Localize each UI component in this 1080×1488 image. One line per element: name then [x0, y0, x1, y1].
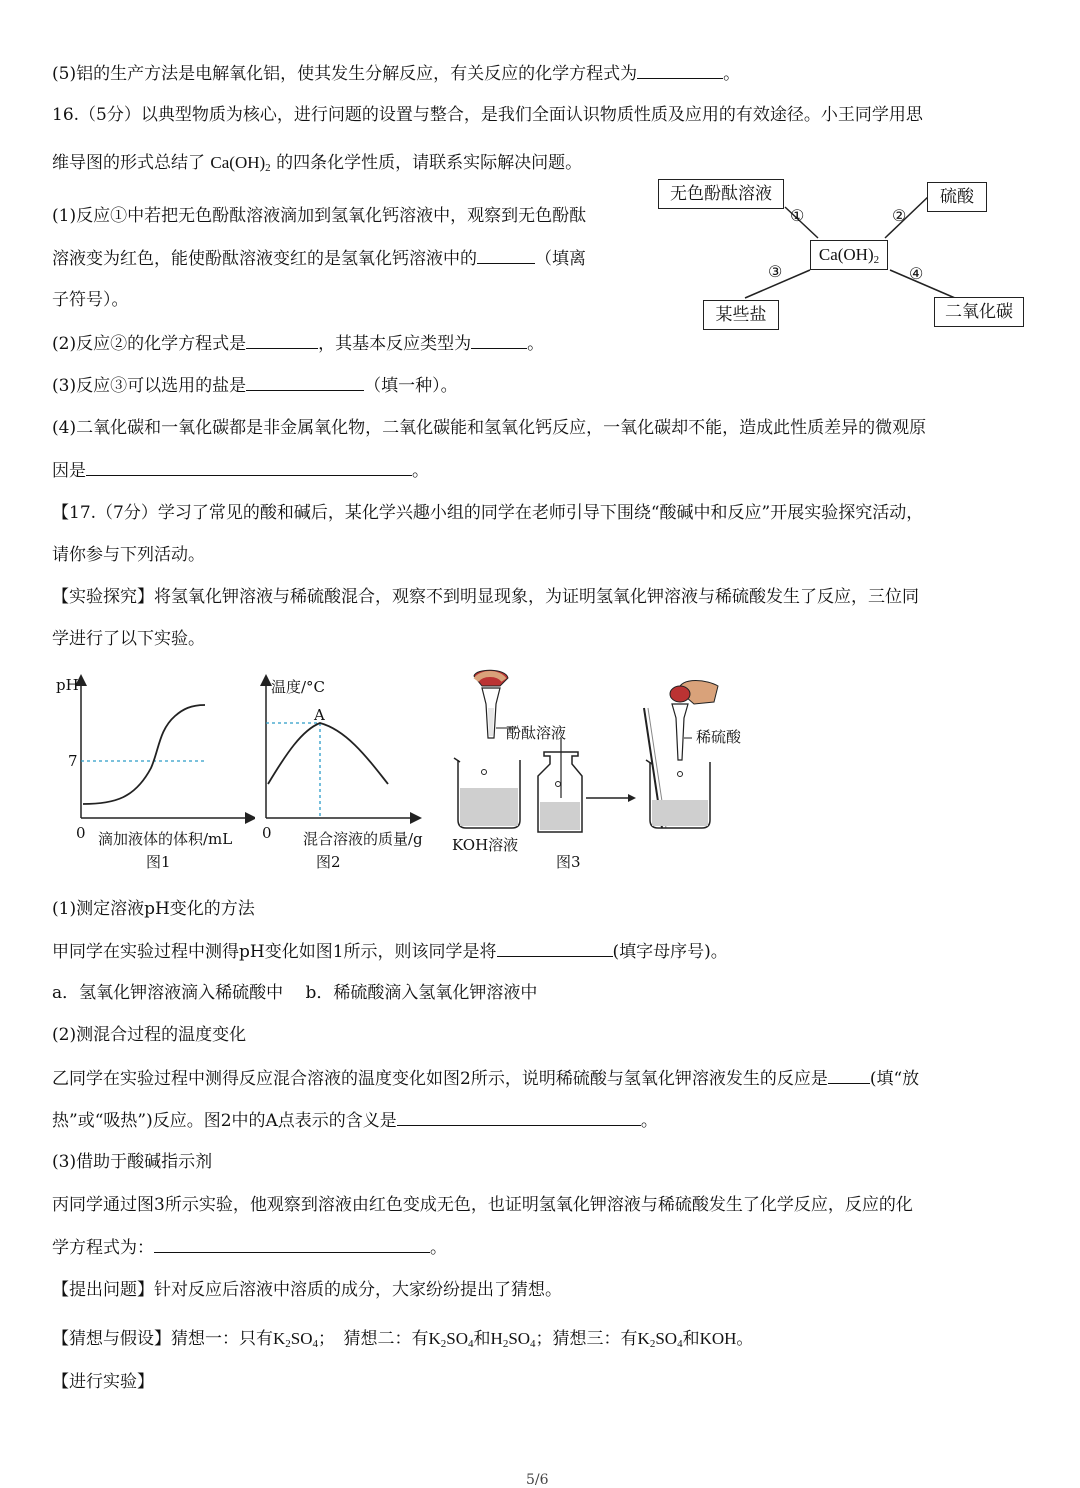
figure-3-apparatus: [446, 668, 766, 838]
mindmap-label-2: ②: [892, 206, 907, 225]
q15-part5: (5)铝的生产方法是电解氧化铝，使其发生分解反应，有关反应的化学方程式为 。: [52, 64, 741, 84]
mindmap-node-sulfuric-acid: 硫酸: [927, 182, 987, 212]
fig1-ylabel: pH: [56, 676, 79, 694]
answer-blank[interactable]: [471, 332, 527, 349]
q16-p2: (2)反应②的化学方程式是 ，其基本反应类型为 。: [52, 334, 545, 354]
fig2-xlabel: 混合溶液的质量/g: [303, 830, 423, 848]
answer-blank[interactable]: [397, 1109, 641, 1126]
formula-caoh2: $Ca(OH)_2$: [210, 153, 271, 174]
mindmap-node-phenolphthalein: 无色酚酞溶液: [658, 179, 784, 209]
answer-blank[interactable]: [828, 1067, 870, 1084]
fig2-origin: 0: [262, 824, 272, 842]
fig3-label-sulfuric-acid: 稀硫酸: [696, 728, 742, 746]
fig2-ylabel: 温度/°C: [271, 678, 326, 696]
q17-s1-title: (1)测定溶液pH变化的方法: [52, 899, 255, 919]
answer-blank[interactable]: [154, 1236, 430, 1253]
fig1-caption: 图1: [146, 853, 171, 871]
answer-blank[interactable]: [86, 459, 412, 476]
q17-intro-line2: 请你参与下列活动。: [52, 545, 205, 565]
mindmap-node-some-salts: 某些盐: [703, 300, 779, 330]
mindmap-label-4: ④: [909, 264, 924, 283]
answer-blank[interactable]: [246, 332, 318, 349]
fig1-xlabel: 滴加液体的体积/mL: [98, 830, 233, 848]
q17-s2-line2: 热”或“吸热”)反应。图2中的A点表示的含义是 。: [52, 1111, 658, 1131]
fig3-caption: 图3: [556, 853, 581, 871]
reagent-bottle: [538, 738, 582, 832]
page-number: 5/6: [526, 1472, 549, 1488]
mindmap-label-3: ③: [768, 262, 783, 281]
answer-blank[interactable]: [497, 940, 613, 957]
mindmap-label-1: ①: [790, 206, 805, 225]
q17-s3-line2: 学方程式为： 。: [52, 1238, 447, 1258]
fig1-tick-7: 7: [68, 752, 78, 770]
q16-intro-line1: 16.（5分）以典型物质为核心，进行问题的设置与整合，是我们全面认识物质性质及应用的有效途径。小王同学用思: [52, 105, 923, 125]
q16-p3: (3)反应③可以选用的盐是 （填一种）。: [52, 376, 458, 396]
q16-intro-line2: 维导图的形式总结了 $Ca(OH)_2$ 的四条化学性质，请联系实际解决问题。: [52, 153, 583, 174]
dropper-sulfuric-acid: [670, 681, 718, 761]
fig2-caption: 图2: [316, 853, 341, 871]
mindmap-node-caoh2: $Ca(OH)_2$: [810, 240, 888, 270]
fig2-point-a: A: [314, 706, 325, 724]
q16-p1-line2: 溶液变为红色，能使酚酞溶液变红的是氢氧化钙溶液中的 （填离: [52, 249, 586, 269]
mindmap-node-co2: 二氧化碳: [934, 297, 1024, 327]
q17-question: 【提出问题】针对反应后溶液中溶质的成分，大家纷纷提出了猜想。: [52, 1280, 562, 1300]
fig3-label-koh: KOH溶液: [452, 836, 519, 854]
fig3-label-phenolphthalein: 酚酞溶液: [506, 724, 567, 742]
figure-1-ph-curve: [55, 672, 255, 832]
q17-s2-line1: 乙同学在实验过程中测得反应混合溶液的温度变化如图2所示，说明稀硫酸与氢氧化钾溶液发生的反应是 (填“放: [52, 1069, 920, 1089]
q17-s2-title: (2)测混合过程的温度变化: [52, 1025, 247, 1045]
beaker-koh: [454, 758, 520, 828]
fig1-origin: 0: [76, 824, 86, 842]
q16-p4-line1: (4)二氧化碳和一氧化碳都是非金属氧化物，二氧化碳能和氢氧化钙反应，一氧化碳却不能，造成此性质差异的微观原: [52, 418, 927, 438]
temperature-curve: [268, 723, 388, 784]
q16-p4-line2: 因是 。: [52, 461, 429, 481]
ph-curve: [83, 705, 205, 804]
answer-blank[interactable]: [477, 247, 535, 264]
q17-intro-line1: 【17.（7分）学习了常见的酸和碱后，某化学兴趣小组的同学在老师引导下围绕“酸碱中和反应”开展实验探究活动，: [52, 503, 924, 523]
q17-s1-question: 甲同学在实验过程中测得pH变化如图1所示，则该同学是将 (填字母序号)。: [52, 942, 728, 962]
q17-s3-title: (3)借助于酸碱指示剂: [52, 1152, 213, 1172]
q17-explore-line2: 学进行了以下实验。: [52, 629, 205, 649]
answer-blank[interactable]: [637, 62, 723, 79]
q17-s3-line1: 丙同学通过图3所示实验，他观察到溶液由红色变成无色，也证明氢氧化钾溶液与稀硫酸发生了化学反应，反应的化: [52, 1195, 913, 1215]
beaker-reaction: [646, 760, 710, 828]
q17-hypotheses: 【猜想与假设】猜想一：只有$K_2SO_4$； 猜想二：有$K_2SO_4$和$H_2SO_4$；猜想三：有$K_2SO_4$和KOH。: [52, 1329, 754, 1350]
q16-p1-line1: (1)反应①中若把无色酚酞溶液滴加到氢氧化钙溶液中，观察到无色酚酞: [52, 206, 587, 226]
q17-do-experiment: 【进行实验】: [52, 1372, 154, 1392]
q16-p1-line3: 子符号）。: [52, 290, 129, 310]
q17-explore-line1: 【实验探究】将氢氧化钾溶液与稀硫酸混合，观察不到明显现象，为证明氢氧化钾溶液与稀硫酸发生了反应，三位同: [52, 587, 919, 607]
answer-blank[interactable]: [246, 374, 364, 391]
q17-s1-options: a．氢氧化钾溶液滴入稀硫酸中 b．稀硫酸滴入氢氧化钾溶液中: [52, 983, 538, 1003]
